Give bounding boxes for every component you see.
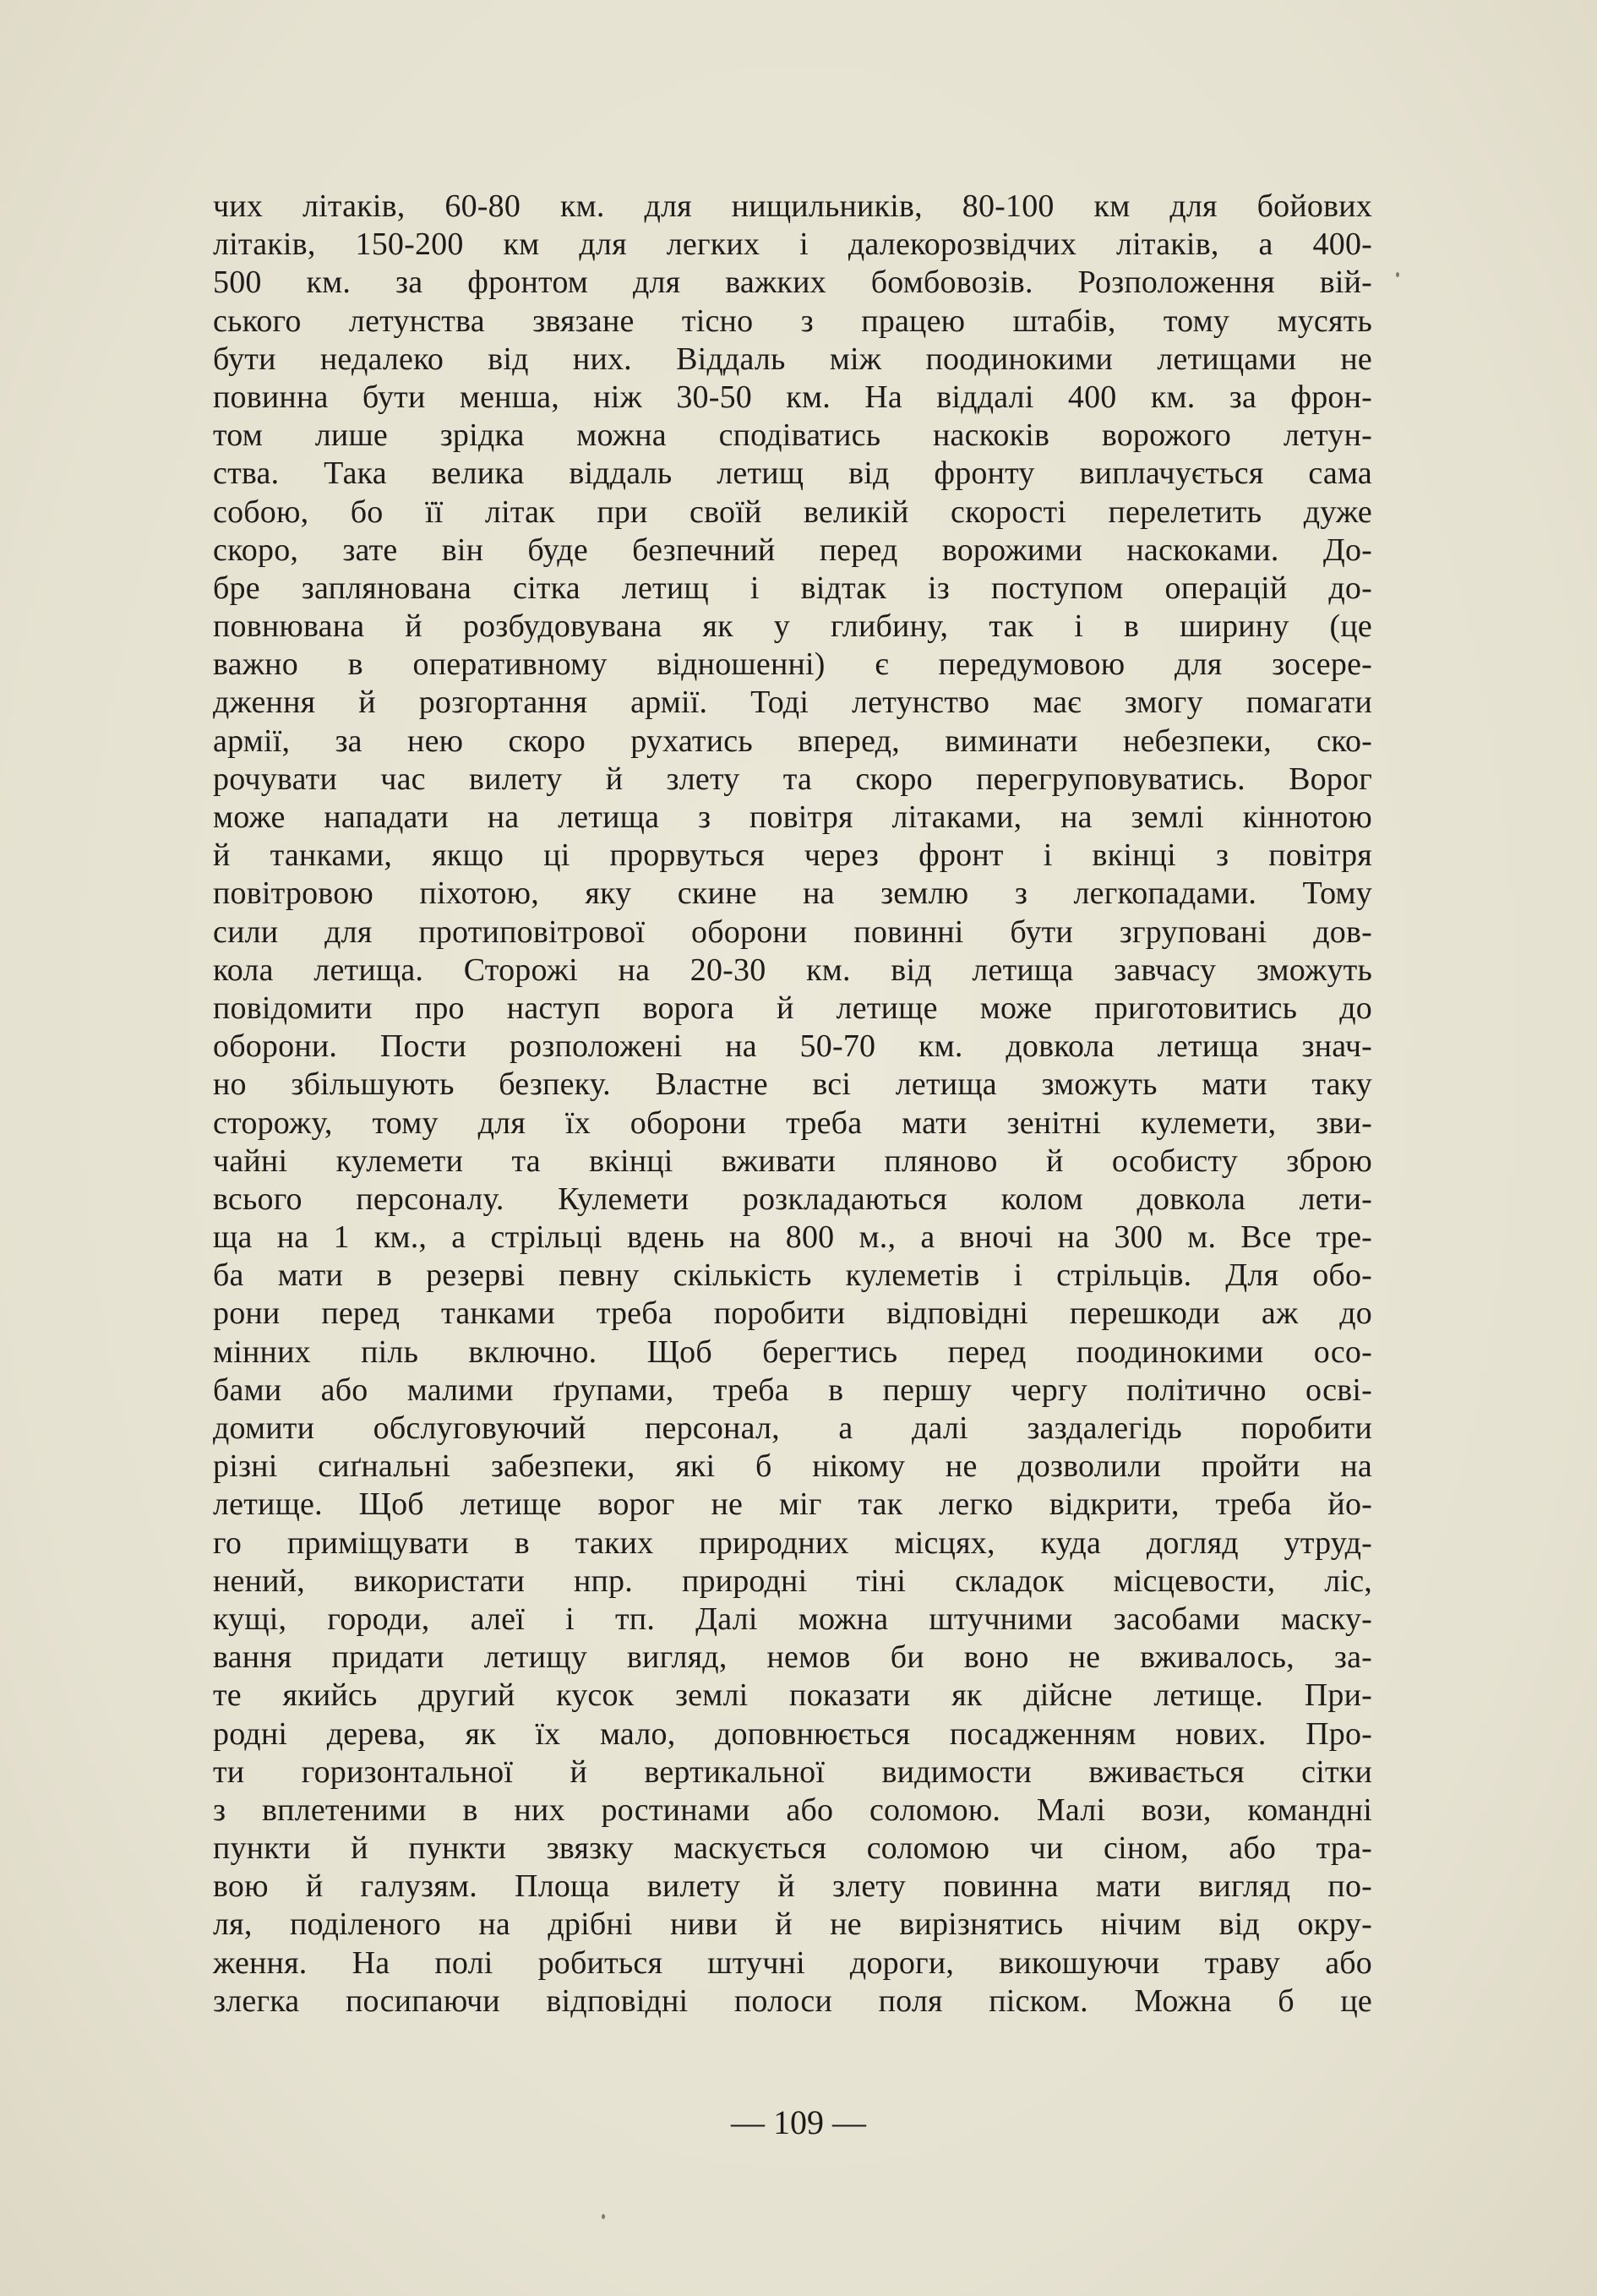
- text-line: бути недалеко від них. Віддаль між поодинокими летищами не: [213, 341, 1372, 377]
- text-line: нений, використати нпр. природні тіні складок місцевости, ліс,: [213, 1562, 1372, 1599]
- text-line: рочувати час вилету й злету та скоро перегруповуватись. Ворог: [213, 761, 1372, 797]
- text-line: повідомити про наступ ворога й летище може приготовитись до: [213, 990, 1372, 1026]
- text-line: може нападати на летища з повітря літаками, на землі кіннотою: [213, 799, 1372, 835]
- text-line: повинна бути менша, ніж 30-50 км. На віддалі 400 км. за фрон-: [213, 379, 1372, 415]
- text-line: дження й розгортання армії. Тоді летунство має змогу помагати: [213, 684, 1372, 721]
- text-line: ти горизонтальної й вертикальної видимости вживається сітки: [213, 1753, 1372, 1790]
- text-line: кола летища. Сторожі на 20-30 км. від летища завчасу зможуть: [213, 952, 1372, 988]
- text-line: всього персоналу. Кулемети розкладаються колом довкола лети-: [213, 1181, 1372, 1217]
- print-speck: [1396, 272, 1399, 277]
- text-line: ського летунства звязане тісно з працею штабів, тому мусять: [213, 303, 1372, 339]
- text-line: злегка посипаючи відповідні полоси поля піском. Можна б це: [213, 1982, 1372, 2019]
- text-line: повітровою піхотою, яку скине на землю з легкопадами. Тому: [213, 875, 1372, 912]
- text-line: ження. На полі робиться штучні дороги, викошуючи траву або: [213, 1944, 1372, 1981]
- text-line: вання придати летищу вигляд, немов би воно не вживалось, за-: [213, 1639, 1372, 1676]
- body-text: [213, 188, 1372, 2021]
- text-line: літаків, 150-200 км для легких і далекорозвідчих літаків, а 400-: [213, 226, 1372, 263]
- text-line: важно в оперативному відношенні) є передумовою для зосере-: [213, 646, 1372, 683]
- text-line: собою, бо її літак при своїй великій скорості перелетить дуже: [213, 494, 1372, 530]
- text-line: бами або малими ґрупами, треба в першу чергу політично осві-: [213, 1372, 1372, 1408]
- text-line: з вплетеними в них ростинами або соломою. Малі вози, командні: [213, 1792, 1372, 1828]
- text-line: домити обслуговуючий персонал, а далі заздалегідь поробити: [213, 1410, 1372, 1446]
- text-line: чайні кулемети та вкінці вживати пляново й особисту зброю: [213, 1143, 1372, 1179]
- text-line: родні дерева, як їх мало, доповнюється посадженням нових. Про-: [213, 1715, 1372, 1752]
- text-line: повнювана й розбудовувана як у глибину, так і в ширину (це: [213, 608, 1372, 645]
- text-line: оборони. Пости розположені на 50-70 км. довкола летища знач-: [213, 1028, 1372, 1065]
- text-line: ства. Така велика віддаль летищ від фронту виплачується сама: [213, 455, 1372, 492]
- text-line: армії, за нею скоро рухатись вперед, виминати небезпеки, ско-: [213, 723, 1372, 759]
- text-line: 500 км. за фронтом для важких бомбовозів. Розположення вій-: [213, 265, 1372, 301]
- text-line: вою й галузям. Площа вилету й злету повинна мати вигляд по-: [213, 1868, 1372, 1905]
- text-line: ба мати в резерві певну скількість кулеметів і стрільців. Для обо-: [213, 1257, 1372, 1294]
- text-line: чих літаків, 60-80 км. для нищильників, 80-100 км для бойових: [213, 188, 1372, 224]
- text-line: кущі, городи, алеї і тп. Далі можна штучними засобами маску-: [213, 1601, 1372, 1637]
- text-line: летище. Щоб летище ворог не міг так легко відкрити, треба йо-: [213, 1486, 1372, 1523]
- text-line: рони перед танками треба поробити відповідні перешкоди аж до: [213, 1295, 1372, 1332]
- text-line: різні сиґнальні забезпеки, які б нікому не дозволили пройти на: [213, 1448, 1372, 1485]
- text-line: мінних піль включно. Щоб берегтись перед поодинокими осо-: [213, 1333, 1372, 1370]
- print-speck: [602, 2214, 605, 2219]
- text-line: скоро, зате він буде безпечний перед ворожими наскоками. До-: [213, 532, 1372, 568]
- text-line: сторожу, тому для їх оборони треба мати зенітні кулемети, зви-: [213, 1104, 1372, 1141]
- text-line: ля, поділеного на дрібні ниви й не вирізнятись нічим від окру-: [213, 1906, 1372, 1943]
- text-line: сили для протиповітрової оборони повинні бути згруповані дов-: [213, 913, 1372, 950]
- text-line: те якийсь другий кусок землі показати як дійсне летище. При-: [213, 1677, 1372, 1714]
- text-line: ща на 1 км., а стрільці вдень на 800 м., а вночі на 300 м. Все тре-: [213, 1219, 1372, 1256]
- text-line: том лише зрідка можна сподіватись наскоків ворожого летун-: [213, 417, 1372, 454]
- text-line: пункти й пункти звязку маскується соломою чи сіном, або тра-: [213, 1830, 1372, 1867]
- page-number: — 109 —: [731, 2103, 866, 2141]
- text-line: но збільшують безпеку. Властне всі летища зможуть мати таку: [213, 1066, 1372, 1103]
- text-line: й танками, якщо ці прорвуться через фронт і вкінці з повітря: [213, 837, 1372, 874]
- text-line: бре заплянована сітка летищ і відтак із поступом операцій до-: [213, 570, 1372, 606]
- text-line: го приміщувати в таких природних місцях, куда догляд утруд-: [213, 1524, 1372, 1561]
